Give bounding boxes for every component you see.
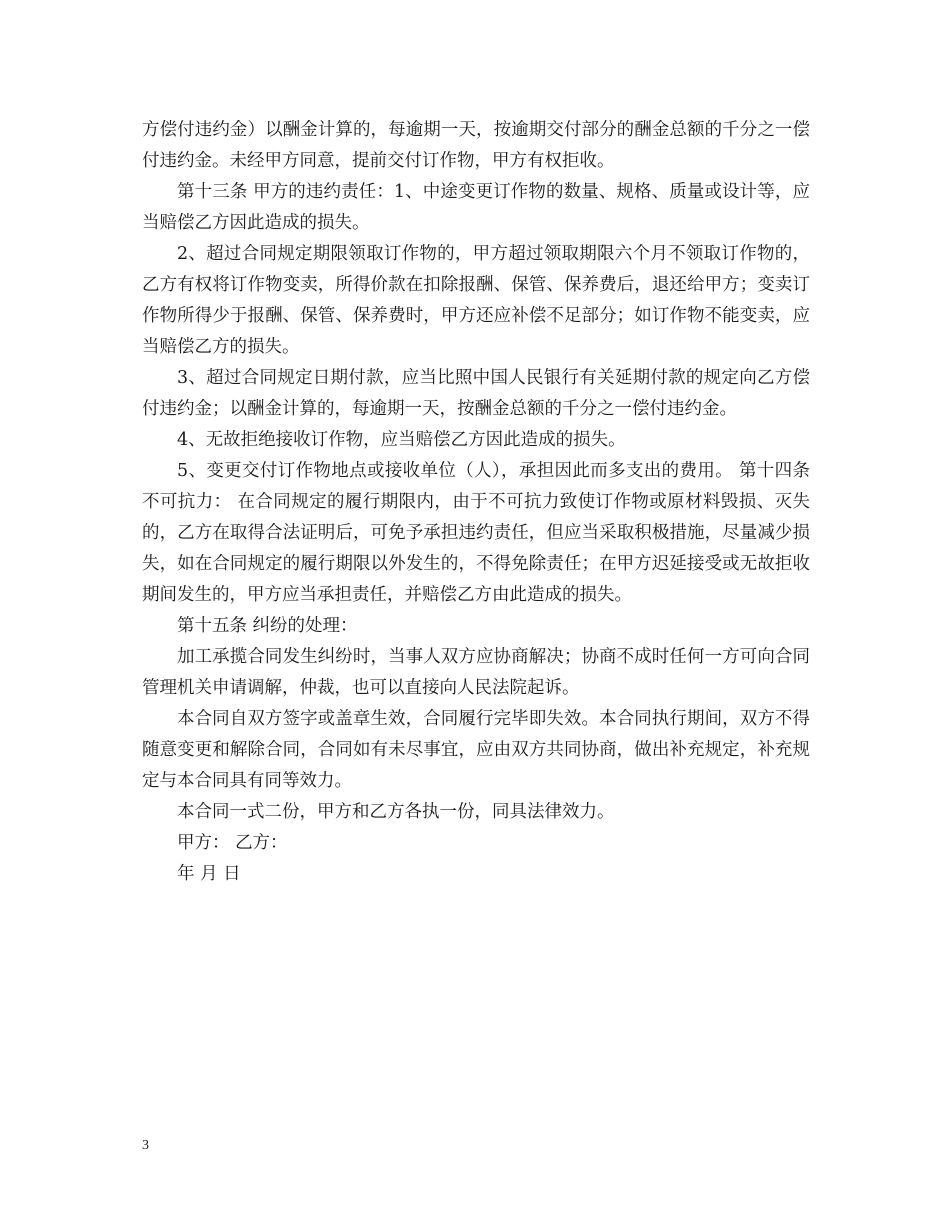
paragraph: 2、超过合同规定期限领取订作物的，甲方超过领取期限六个月不领取订作物的，乙方有权将订作物变卖，所得价款在扣除报酬、保管、保养费后，退还给甲方；变卖订作物所得少于报酬、保管、保养费时，甲方还应补偿不足部分；如订作物不能变卖，应当赔偿乙方的损失。 bbox=[142, 244, 810, 357]
paragraph: 本合同自双方签字或盖章生效，合同履行完毕即失效。本合同执行期间，双方不得随意变更和解除合同，合同如有未尽事宜，应由双方共同协商，做出补充规定，补充规定与本合同具有同等效力。 bbox=[142, 709, 810, 791]
paragraph: 第十三条 甲方的违约责任：1、中途变更订作物的数量、规格、质量或设计等，应当赔偿乙方因此造成的损失。 bbox=[142, 182, 810, 233]
paragraph: 4、无故拒绝接收订作物，应当赔偿乙方因此造成的损失。 bbox=[177, 430, 626, 450]
signature-line: 甲方： 乙方： bbox=[177, 833, 288, 853]
paragraph: 3、超过合同规定日期付款，应当比照中国人民银行有关延期付款的规定向乙方偿付违约金；以酬金计算的，每逾期一天，按酬金总额的千分之一偿付违约金。 bbox=[142, 368, 810, 419]
paragraph: 本合同一式二份，甲方和乙方各执一份，同具法律效力。 bbox=[177, 802, 615, 822]
paragraph: 第十五条 纠纷的处理： bbox=[177, 616, 358, 636]
date-line: 年 月 日 bbox=[177, 864, 241, 884]
document-body bbox=[142, 115, 810, 890]
paragraph: 方偿付违约金）以酬金计算的，每逾期一天，按逾期交付部分的酬金总额的千分之一偿付违约金。未经甲方同意，提前交付订作物，甲方有权拒收。 bbox=[142, 120, 810, 171]
page-number: 3 bbox=[142, 1138, 149, 1153]
paragraph: 加工承揽合同发生纠纷时，当事人双方应协商解决；协商不成时任何一方可向合同管理机关申请调解，仲裁，也可以直接向人民法院起诉。 bbox=[142, 647, 810, 698]
paragraph: 5、变更交付订作物地点或接收单位（人），承担因此而多支出的费用。 第十四条 不可抗力： 在合同规定的履行期限内，由于不可抗力致使订作物或原材料毁损、灭失的，乙方在取得合法证明后，可免予承担违约责任，但应当采取积极措施，尽量减少损失，如在合同规定的履行期限以外发生的，不得免除责任；在甲方迟延接受或无故拒收期间发生的，甲方应当承担责任，并赔偿乙方由此造成的损失。 bbox=[142, 461, 810, 605]
